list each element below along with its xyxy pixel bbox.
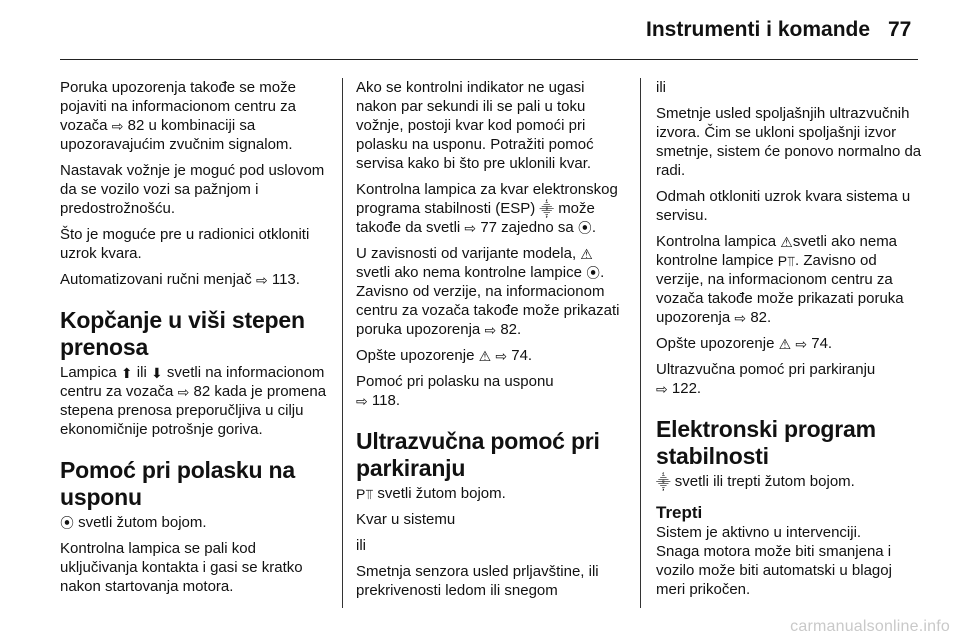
page-ref-link[interactable]: 82. bbox=[500, 321, 522, 338]
page-ref-link[interactable]: 122. bbox=[671, 380, 702, 397]
parking-assist-icon: P⫪ bbox=[356, 486, 374, 502]
page-ref-arrow-icon: ⇨ bbox=[255, 272, 268, 288]
esp-warning-icon: ⸎ bbox=[656, 474, 671, 490]
paragraph: Nastavak vožnje je moguć pod uslovom da se vozilo vozi sa pažnjom i predostrožnošću. bbox=[60, 162, 325, 217]
page-ref-arrow-icon: ⇨ bbox=[177, 384, 190, 400]
page-ref-link[interactable]: 74. bbox=[811, 335, 833, 352]
page-ref-arrow-icon: ⇨ bbox=[656, 381, 668, 397]
page-ref-arrow-icon: ⇨ bbox=[495, 348, 508, 364]
column-divider-2 bbox=[640, 78, 641, 608]
section-heading-shift: Kopčanje u viši stepen prenosa bbox=[60, 307, 305, 360]
paragraph: ili bbox=[356, 537, 366, 554]
section-heading-parking: Ultrazvučna pomoć pri parkiranju bbox=[356, 428, 600, 481]
shift-up-icon: ⬆ bbox=[120, 365, 133, 381]
page-title: Instrumenti i komande bbox=[646, 18, 871, 41]
paragraph: Pomoć pri polasku na usponu ⇨ 118. bbox=[356, 373, 554, 409]
parking-assist-icon: P⫪ bbox=[777, 253, 795, 269]
paragraph: Automatizovani ručni menjač ⇨ 113. bbox=[60, 271, 300, 288]
paragraph: Kontrolna lampica za kvar elektronskog programa stabilnosti (ESP) ⸎ može takođe da svetli ⇨ 77 zajedno sa ⦿. bbox=[356, 181, 618, 236]
paragraph: Odmah otkloniti uzrok kvara sistema u servisu. bbox=[656, 188, 911, 224]
paragraph: ⸎ svetli ili trepti žutom bojom. bbox=[656, 473, 855, 490]
paragraph: Opšte upozorenje ⚠ ⇨ 74. bbox=[656, 335, 833, 352]
page-ref-arrow-icon: ⇨ bbox=[464, 220, 477, 236]
page-ref-arrow-icon: ⇨ bbox=[734, 310, 747, 326]
column-1 bbox=[60, 78, 332, 603]
warning-triangle-icon: ⚠ bbox=[780, 234, 793, 250]
page-ref-arrow-icon: ⇨ bbox=[356, 393, 368, 409]
hill-start-assist-icon: ⦿ bbox=[577, 220, 592, 236]
section-heading-esp: Elektronski program stabilnosti bbox=[656, 416, 876, 469]
column-2 bbox=[356, 78, 628, 607]
paragraph: Što je moguće pre u radionici otkloniti uzrok kvara. bbox=[60, 226, 310, 262]
page-ref-link[interactable]: 82 bbox=[193, 383, 211, 400]
paragraph: ⦿ svetli žutom bojom. bbox=[60, 514, 207, 531]
paragraph: ili bbox=[656, 79, 666, 96]
paragraph: Ultrazvučna pomoć pri parkiranju ⇨ 122. bbox=[656, 361, 876, 397]
paragraph: Kontrolna lampica ⚠svetli ako nema kontrolne lampice P⫪. Zavisno od verzije, na informacionom centru za vozača takođe može prikazati poruka upozorenja ⇨ 82. bbox=[656, 233, 904, 326]
paragraph: Sistem je aktivno u intervenciji. bbox=[656, 524, 862, 541]
subheading-blink: Trepti bbox=[656, 503, 703, 522]
page-ref-link[interactable]: 77 bbox=[480, 219, 497, 236]
paragraph: Poruka upozorenja takođe se može pojaviti na informacionom centru za vozača ⇨ 82 u kombinaciji sa upozoravajućim zvučnim signalom. bbox=[60, 79, 296, 153]
hill-start-assist-icon: ⦿ bbox=[586, 265, 601, 281]
page-number: 77 bbox=[888, 18, 912, 41]
page-ref-link[interactable]: 74. bbox=[511, 347, 533, 364]
page-ref-link[interactable]: 82. bbox=[750, 309, 772, 326]
header-divider bbox=[60, 59, 918, 60]
page-ref-arrow-icon: ⇨ bbox=[795, 336, 808, 352]
paragraph: Smetnje usled spoljašnjih ultrazvučnih izvora. Čim se ukloni spoljašnji izvor smetnje, sistem će ponovo normalno da radi. bbox=[656, 105, 922, 179]
paragraph: Smetnja senzora usled prljavštine, ili prekrivenosti ledom ili snegom bbox=[356, 563, 599, 599]
watermark: carmanualsonline.info bbox=[790, 618, 950, 635]
page-ref-link[interactable]: 118. bbox=[371, 392, 400, 409]
page-ref-arrow-icon: ⇨ bbox=[484, 322, 497, 338]
page-ref-arrow-icon: ⇨ bbox=[111, 118, 124, 134]
warning-triangle-icon: ⚠ bbox=[478, 348, 492, 364]
hill-start-assist-icon: ⦿ bbox=[60, 515, 74, 531]
column-divider-1 bbox=[342, 78, 343, 608]
page-header bbox=[0, 0, 960, 60]
section-heading-hill: Pomoć pri polasku na usponu bbox=[60, 457, 295, 510]
paragraph: Snaga motora može biti smanjena i vozilo može biti automatski u blagoj meri prikočen. bbox=[656, 543, 892, 598]
page-ref-link[interactable]: 82 bbox=[127, 117, 145, 134]
warning-triangle-icon: ⚠ bbox=[580, 246, 593, 262]
page-ref-link[interactable]: 113. bbox=[271, 271, 300, 288]
paragraph: Kontrolna lampica se pali kod uključivanja kontakta i gasi se kratko nakon startovanja motora. bbox=[60, 540, 303, 595]
paragraph: U zavisnosti od varijante modela, ⚠ svetli ako nema kontrolne lampice ⦿. Zavisno od verzije, na informacionom centru za vozača takođe može prikazati poruka upozorenja ⇨ 82. bbox=[356, 245, 620, 338]
paragraph: Lampica ⬆ ili ⬇ svetli na informacionom centru za vozača ⇨ 82 kada je promena stepena prenosa preporučljiva u cilju ekonomičnije potrošnje goriva. bbox=[60, 364, 327, 438]
paragraph: P⫪ svetli žutom bojom. bbox=[356, 485, 506, 502]
esp-warning-icon: ⸎ bbox=[539, 201, 555, 217]
shift-down-icon: ⬇ bbox=[150, 365, 163, 381]
paragraph: Kvar u sistemu bbox=[356, 511, 456, 528]
column-3 bbox=[656, 78, 922, 606]
warning-triangle-icon: ⚠ bbox=[778, 336, 792, 352]
paragraph: Ako se kontrolni indikator ne ugasi nakon par sekundi ili se pali u toku vožnje, postoji kvar kod pomoći pri polasku na usponu. Potražiti pomoć servisa kako bi što pre uklonili kvar. bbox=[356, 79, 594, 172]
paragraph: Opšte upozorenje ⚠ ⇨ 74. bbox=[356, 347, 533, 364]
